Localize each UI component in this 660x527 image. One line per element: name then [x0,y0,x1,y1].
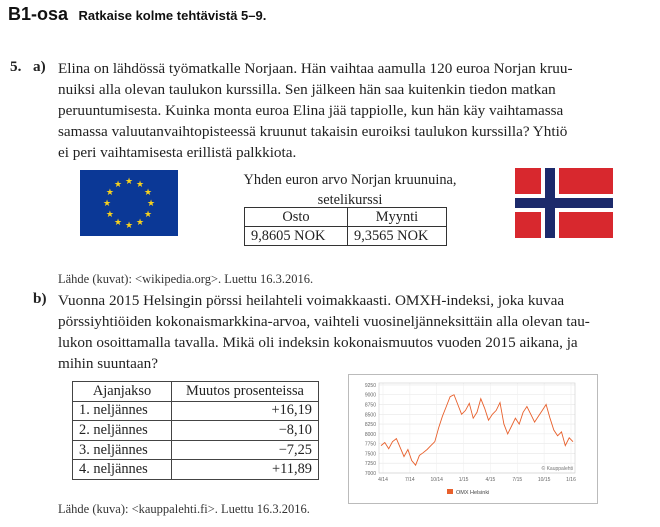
col-header-period: Ajanjakso [73,382,172,402]
chart-svg [349,375,597,503]
legend-swatch [447,489,453,494]
x-tick-label: 10/14 [430,477,443,483]
table-row [73,421,319,441]
x-tick-label: 1/15 [458,477,469,483]
x-tick-label: 7/15 [512,477,523,483]
period-cell: 1. neljännes [73,401,172,421]
text-line: ei peri vaihtamisesta erillistä palkkiota. [58,144,297,161]
rate-value-buy: 9,8605 NOK [245,227,348,246]
text-line: Vuonna 2015 Helsingin pörssi heilahteli voimakkaasti. OMXH-indeksi, joka kuvaa [58,292,565,309]
eu-star-icon: ★ [146,198,156,208]
eu-star-icon: ★ [105,209,114,219]
part-a-text [58,58,614,163]
y-tick-label: 7500 [364,451,376,458]
text-line: Elina on lähdössä työmatkalle Norjaan. Hän vaihtaa aamulla 120 euroa Norjan kruu- [58,60,573,77]
chart-watermark: © Kauppalehti [541,466,573,472]
x-tick-label: 4/15 [485,477,496,483]
eu-star-icon: ★ [113,178,123,189]
rate-value-sell: 9,3565 NOK [348,227,447,246]
period-cell: 2. neljännes [73,421,172,441]
plot-area [379,383,575,473]
change-cell: −8,10 [172,421,319,441]
text-line: lukon osoittamalla tavalla. Mikä oli indeksin kokonaismuutos vuoden 2015 aikana, ja [58,334,578,351]
text-line: mihin suuntaan? [58,355,158,372]
eu-star-icon: ★ [102,198,112,208]
rate-header-sell: Myynti [348,208,447,227]
section-title: B1-osa [8,4,69,24]
exchange-rate-table [244,207,447,246]
x-tick-label: 1/16 [566,477,576,483]
y-tick-label: 7750 [364,441,376,448]
eu-star-icon: ★ [144,209,153,219]
period-cell: 4. neljännes [73,460,172,480]
part-b-label: b) [33,290,47,307]
eu-star-icon: ★ [144,187,153,197]
x-tick-label: 10/15 [537,477,551,483]
source-images: Lähde (kuvat): <wikipedia.org>. Luettu 16.3.2016. [58,272,314,286]
source-chart: Lähde (kuva): <kauppalehti.fi>. Luettu 16.3.2016. [58,502,310,516]
table-row [73,440,319,460]
change-cell: −7,25 [172,440,319,460]
eu-star-icon: ★ [105,187,114,197]
rate-caption-line-1: Yhden euron arvo Norjan kruunuina, [243,172,457,188]
y-tick-label: 9250 [364,382,376,389]
rate-caption-line-2: setelikurssi [317,192,383,208]
rate-header-buy: Osto [245,208,348,227]
section-instruction: Ratkaise kolme tehtävistä 5–9. [78,8,267,23]
y-tick-label: 7250 [364,461,376,468]
table-row [73,460,319,480]
y-tick-label: 8250 [364,422,376,429]
eu-flag-icon [80,170,178,236]
eu-star-icon: ★ [113,217,123,228]
change-cell: +16,19 [172,401,319,421]
eu-star-icon: ★ [135,217,145,228]
y-tick-label: 8750 [364,402,376,409]
x-tick-label: 4/14 [378,477,388,483]
eu-star-icon: ★ [135,178,145,189]
y-tick-label: 7000 [364,471,376,477]
table-row [73,401,319,421]
text-line: peruuntumisesta. Kuinka monta euroa Elina jää tappiolle, kun hän käy vaihtamassa [58,102,564,119]
text-line: pörssiyhtiöiden kokonaismarkkina-arvoa, vaihteli vuosineljänneksittäin alla olevan tau- [58,313,590,330]
part-b-text [58,290,614,374]
quarterly-change-table [72,381,319,480]
y-tick-label: 9000 [364,392,376,399]
section-header [8,4,266,25]
text-line: samassa valuutanvaihtopisteessä kruunut takaisin euroiksi taulukon kurssilla? Yhtiö [58,123,568,140]
part-a-label: a) [33,58,46,75]
norway-flag-icon [515,168,613,238]
y-tick-label: 8500 [364,412,376,419]
legend-label: OMX Helsinki [456,490,490,496]
col-header-change: Muutos prosenteissa [172,382,319,402]
text-line: nuiksi alla olevan taulukon kurssilla. Sen jälkeen hän saa kuitenkin tiedon matkan [58,81,556,98]
y-tick-label: 8000 [364,431,376,438]
period-cell: 3. neljännes [73,440,172,460]
task-number: 5. [10,58,22,75]
omx-helsinki-chart [348,374,598,504]
rate-table-caption [200,170,500,210]
eu-star-icon: ★ [124,176,134,186]
change-cell: +11,89 [172,460,319,480]
eu-star-icon: ★ [124,220,134,230]
x-tick-label: 7/14 [404,477,415,483]
